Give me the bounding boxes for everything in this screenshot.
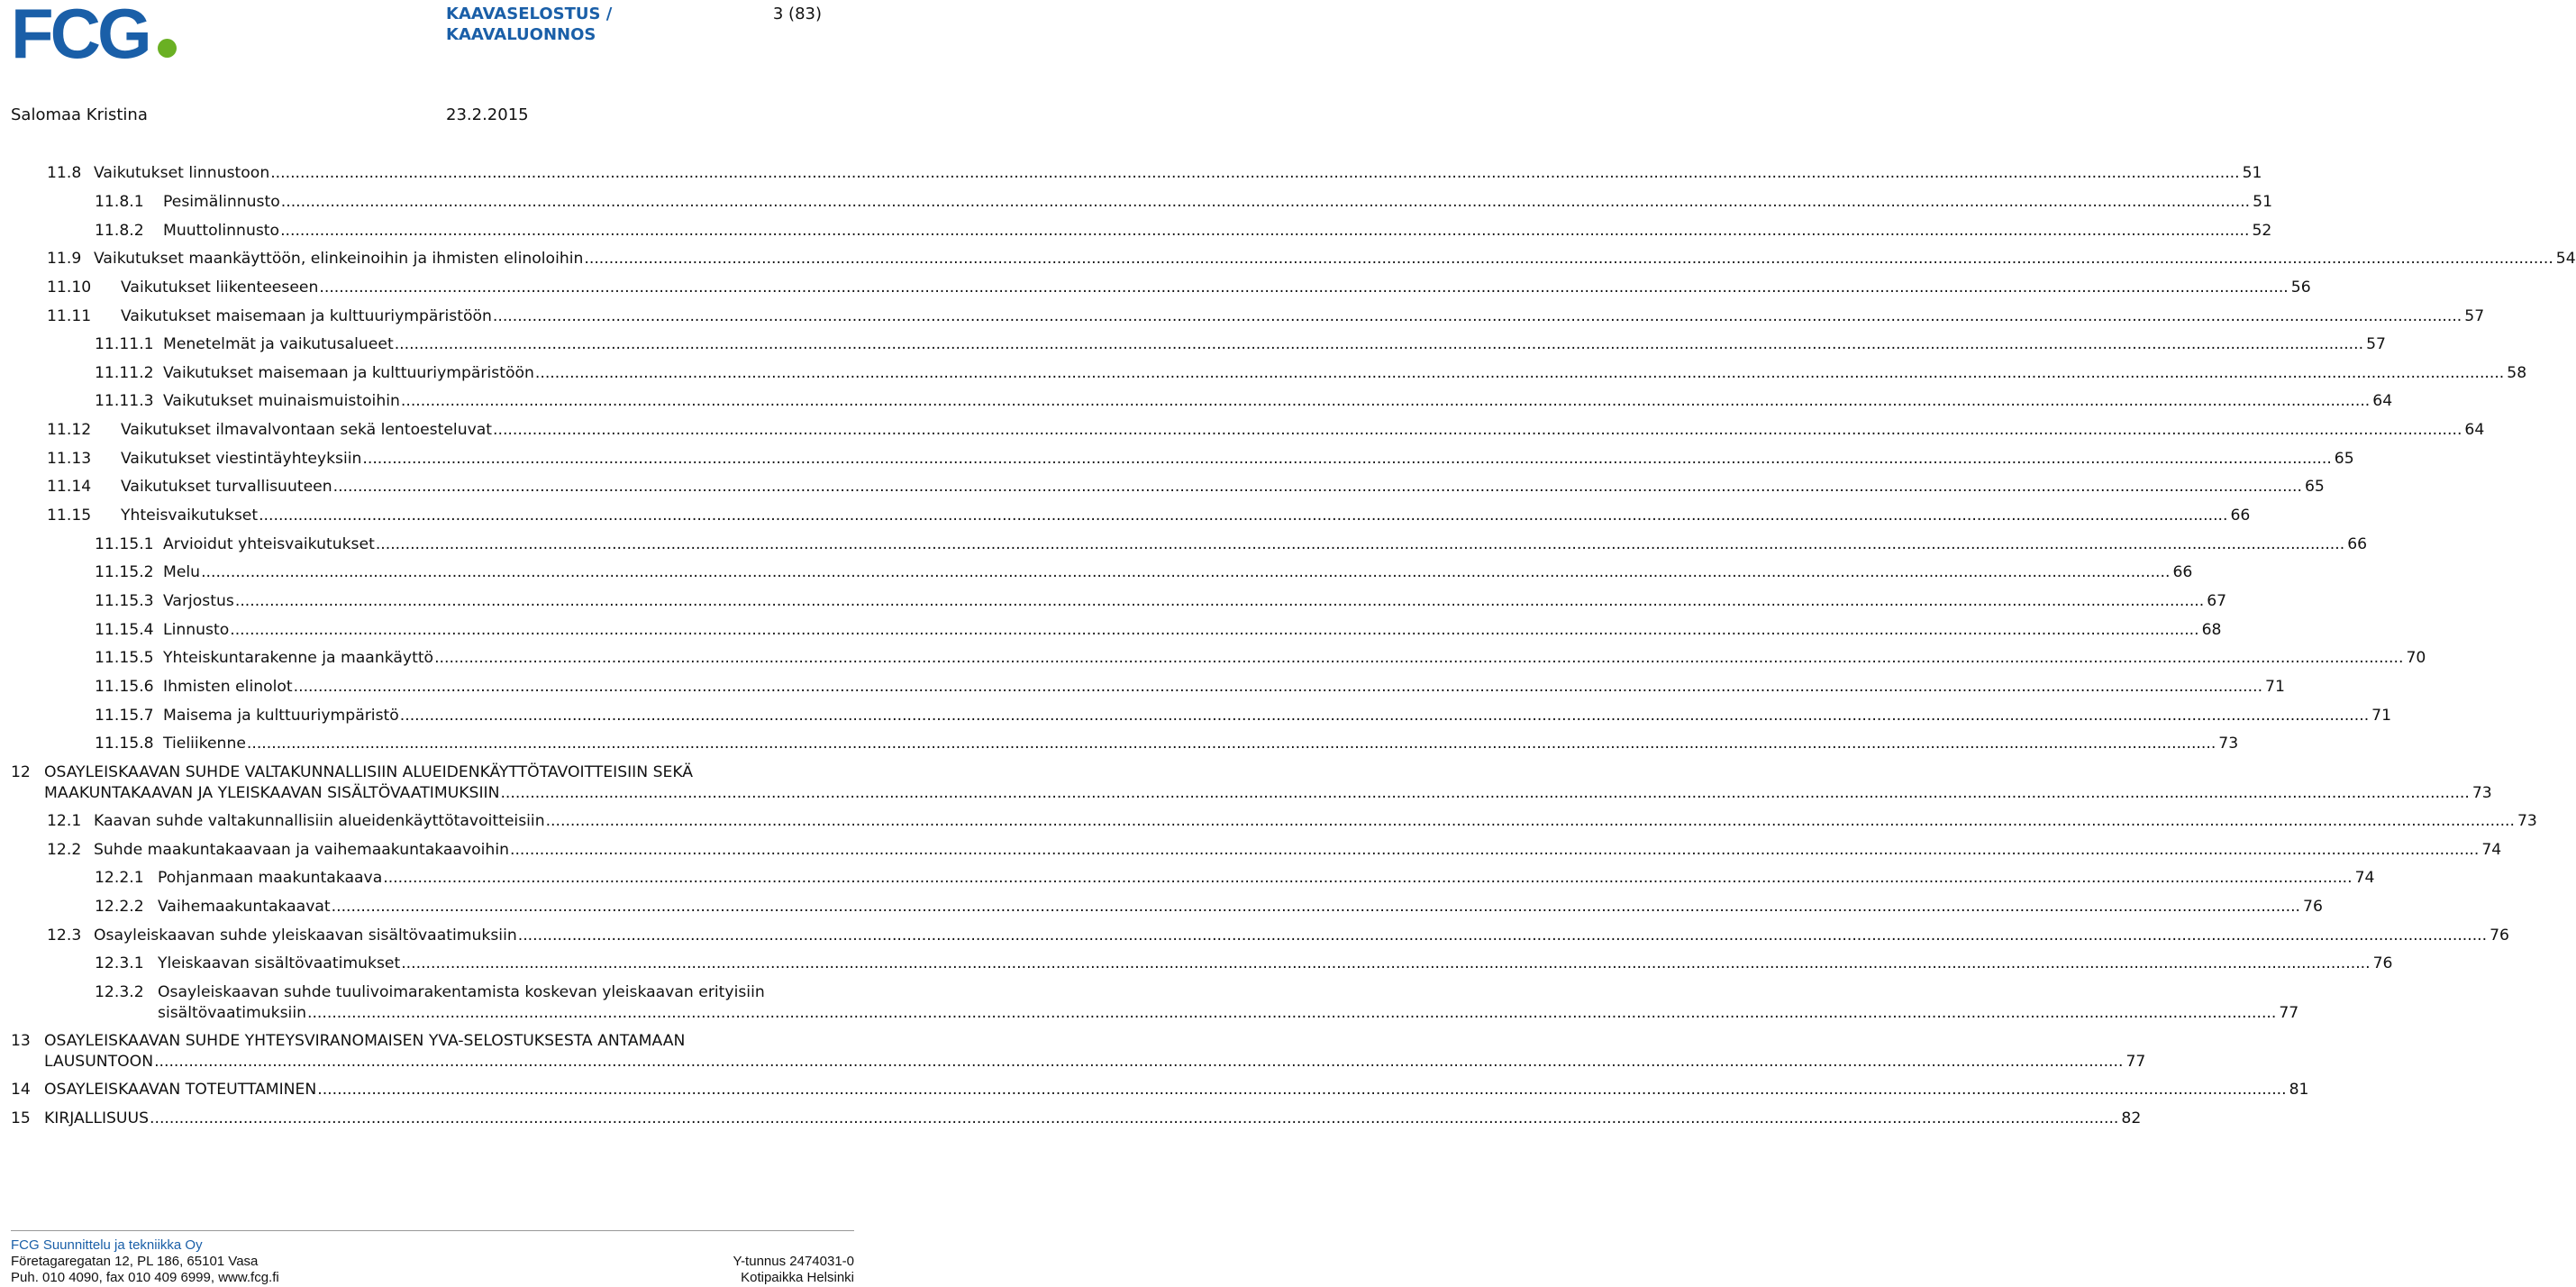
- toc-leader-dots: ................................................................................................................................................................................................................................................................................................................................................................................................................: [400, 392, 2371, 410]
- toc-entry-number: 11.11: [47, 307, 92, 325]
- toc-entry-title: MAAKUNTAKAAVAN JA YLEISKAAVAN SISÄLTÖVAATIMUKSIIN: [44, 784, 500, 802]
- toc-leader-dots: ................................................................................................................................................................................................................................................................................................................................................................................................................: [375, 535, 2345, 553]
- toc-entry-number: 11.11.1: [95, 335, 154, 353]
- toc-entry-title-line1: OSAYLEISKAAVAN SUHDE YHTEYSVIRANOMAISEN YVA-SELOSTUKSESTA ANTAMAAN: [44, 1032, 686, 1050]
- toc-entry-number: 11.15.7: [95, 707, 154, 725]
- toc-leader-dots: ................................................................................................................................................................................................................................................................................................................................................................................................................: [332, 478, 2302, 496]
- toc-entry-number: 11.10: [47, 278, 92, 297]
- toc-entry-number: 12.1: [47, 812, 82, 830]
- toc-entry-title: Vaikutukset linnustoon: [94, 164, 270, 182]
- toc-leader-dots: ................................................................................................................................................................................................................................................................................................................................................................................................................: [394, 335, 2364, 353]
- toc-page-number: 66: [2347, 535, 2368, 553]
- toc-page-number: 51: [2253, 193, 2273, 211]
- toc-page-number: 57: [2366, 335, 2386, 353]
- toc-entry-number: 15: [11, 1109, 31, 1127]
- toc-entry[interactable]: [44, 783, 2492, 804]
- toc-entry-title: Muuttolinnusto: [163, 222, 280, 240]
- toc-leader-dots: ................................................................................................................................................................................................................................................................................................................................................................................................................: [383, 869, 2353, 887]
- toc-entry-title-line1: OSAYLEISKAAVAN SUHDE VALTAKUNNALLISIIN ALUEIDENKÄYTTÖTAVOITTEISIIN SEKÄ: [44, 763, 694, 781]
- toc-entry-title: OSAYLEISKAAVAN TOTEUTTAMINEN: [44, 1081, 317, 1099]
- toc-entry[interactable]: [95, 591, 2227, 612]
- toc-page-number: 66: [2230, 507, 2251, 525]
- toc-entry-number: 11.15.6: [95, 678, 154, 696]
- toc-entry-title: Osayleiskaavan suhde yleiskaavan sisältövaatimuksiin: [94, 926, 517, 945]
- toc-entry[interactable]: [95, 334, 2386, 355]
- toc-entry-title: Tieliikenne: [163, 735, 246, 753]
- toc-entry-number: 12.2.1: [95, 869, 144, 887]
- toc-page-number: 81: [2289, 1081, 2309, 1099]
- fcg-logo: [11, 0, 177, 73]
- toc-entry-title: Pohjanmaan maakuntakaava: [158, 869, 383, 887]
- toc-entry-title: KIRJALLISUUS: [44, 1109, 150, 1127]
- toc-entry-number: 11.15.8: [95, 735, 154, 753]
- toc-leader-dots: ................................................................................................................................................................................................................................................................................................................................................................................................................: [401, 954, 2371, 972]
- toc-entry[interactable]: [95, 620, 2222, 641]
- toc-entry[interactable]: [95, 897, 2323, 917]
- toc-leader-dots: ................................................................................................................................................................................................................................................................................................................................................................................................................: [270, 164, 2240, 182]
- toc-entry-number: 11.15.4: [95, 621, 154, 639]
- toc-page-number: 51: [2242, 164, 2262, 182]
- toc-page-number: 54: [2555, 250, 2576, 268]
- toc-leader-dots: ................................................................................................................................................................................................................................................................................................................................................................................................................: [280, 222, 2250, 240]
- toc-entry-title: Yhteiskuntarakenne ja maankäyttö: [163, 649, 434, 667]
- toc-entry-title: Vaikutukset maisemaan ja kulttuuriympäristöön: [163, 364, 534, 382]
- toc-leader-dots: ................................................................................................................................................................................................................................................................................................................................................................................................................: [150, 1109, 2119, 1127]
- toc-page-number: 57: [2464, 307, 2485, 325]
- toc-entry[interactable]: [47, 840, 2502, 861]
- toc-leader-dots: ................................................................................................................................................................................................................................................................................................................................................................................................................: [293, 678, 2263, 696]
- toc-entry-number: 12.2: [47, 841, 82, 859]
- toc-entry[interactable]: [95, 534, 2368, 555]
- toc-page-number: 56: [2290, 278, 2311, 297]
- toc-entry-number: 12.3.2: [95, 983, 144, 1001]
- toc-entry-number: 11.8: [47, 164, 82, 182]
- toc-leader-dots: ................................................................................................................................................................................................................................................................................................................................................................................................................: [246, 735, 2216, 753]
- document-title-line2: KAAVALUONNOS: [446, 25, 596, 44]
- toc-page-number: 76: [2303, 898, 2323, 916]
- toc-leader-dots: ................................................................................................................................................................................................................................................................................................................................................................................................................: [434, 649, 2404, 667]
- toc-entry-number: 11.15.5: [95, 649, 154, 667]
- document-title-line1: KAAVASELOSTUS /: [446, 5, 613, 23]
- toc-entry[interactable]: [47, 278, 2311, 298]
- toc-page-number: 65: [2305, 478, 2325, 496]
- toc-page-number: 71: [2371, 707, 2392, 725]
- toc-entry-first-line: [11, 762, 693, 783]
- toc-page-number: 65: [2334, 450, 2354, 468]
- toc-entry-number: 11.13: [47, 450, 92, 468]
- toc-entry-title: Ihmisten elinolot: [163, 678, 293, 696]
- toc-page-number: 58: [2507, 364, 2527, 382]
- document-date: 23.2.2015: [446, 105, 529, 124]
- toc-entry[interactable]: [47, 249, 2576, 269]
- toc-entry[interactable]: [95, 706, 2392, 726]
- toc-page-number: 77: [2279, 1004, 2299, 1022]
- toc-entry[interactable]: [95, 954, 2393, 974]
- toc-entry-title-line1: Osayleiskaavan suhde tuulivoimarakentamista koskevan yleiskaavan erityisiin: [158, 983, 765, 1001]
- toc-entry-title: Kaavan suhde valtakunnallisiin alueidenkäyttötavoitteisiin: [94, 812, 545, 830]
- toc-leader-dots: ................................................................................................................................................................................................................................................................................................................................................................................................................: [331, 898, 2301, 916]
- author: Salomaa Kristina: [11, 105, 148, 124]
- toc-page-number: 73: [2471, 784, 2492, 802]
- toc-entry[interactable]: [95, 192, 2273, 213]
- toc-page-number: 66: [2172, 563, 2193, 581]
- toc-entry[interactable]: [11, 1080, 2309, 1100]
- toc-page-number: 64: [2464, 421, 2485, 439]
- toc-leader-dots: ................................................................................................................................................................................................................................................................................................................................................................................................................: [307, 1004, 2277, 1022]
- footer-company: FCG Suunnittelu ja tekniikka Oy: [11, 1237, 203, 1253]
- toc-entry[interactable]: [47, 420, 2485, 441]
- toc-entry[interactable]: [44, 1052, 2146, 1072]
- toc-entry-title: Arvioidut yhteisvaikutukset: [163, 535, 375, 553]
- toc-entry-number: 11.11.3: [95, 392, 154, 410]
- toc-entry-number: 12.3: [47, 926, 82, 945]
- toc-leader-dots: ................................................................................................................................................................................................................................................................................................................................................................................................................: [259, 507, 2228, 525]
- footer-divider: [11, 1230, 854, 1231]
- toc-leader-dots: ................................................................................................................................................................................................................................................................................................................................................................................................................: [492, 307, 2462, 325]
- toc-entry-number: 12.2.2: [95, 898, 144, 916]
- toc-entry[interactable]: [47, 926, 2509, 946]
- toc-leader-dots: ................................................................................................................................................................................................................................................................................................................................................................................................................: [317, 1081, 2287, 1099]
- toc-entry-title: LAUSUNTOON: [44, 1053, 154, 1071]
- toc-leader-dots: ................................................................................................................................................................................................................................................................................................................................................................................................................: [584, 250, 2553, 268]
- toc-leader-dots: ................................................................................................................................................................................................................................................................................................................................................................................................................: [319, 278, 2289, 297]
- toc-entry[interactable]: [95, 221, 2272, 242]
- toc-entry[interactable]: [47, 506, 2251, 526]
- toc-page-number: 67: [2207, 592, 2227, 610]
- toc-page-number: 71: [2265, 678, 2285, 696]
- footer-phone: Puh. 010 4090, fax 010 409 6999, www.fcg.fi: [11, 1270, 279, 1285]
- toc-page-number: 70: [2406, 649, 2426, 667]
- toc-leader-dots: ................................................................................................................................................................................................................................................................................................................................................................................................................: [230, 621, 2199, 639]
- toc-leader-dots: ................................................................................................................................................................................................................................................................................................................................................................................................................: [493, 421, 2462, 439]
- toc-page-number: 77: [2125, 1053, 2146, 1071]
- toc-entry[interactable]: [95, 562, 2193, 583]
- toc-entry-title: sisältövaatimuksiin: [158, 1004, 306, 1022]
- toc-leader-dots: ................................................................................................................................................................................................................................................................................................................................................................................................................: [534, 364, 2505, 382]
- footer-address: Företagaregatan 12, PL 186, 65101 Vasa: [11, 1254, 259, 1269]
- toc-entry-title: Vaikutukset maankäyttöön, elinkeinoihin ja ihmisten elinoloihin: [94, 250, 584, 268]
- toc-page-number: 73: [2218, 735, 2239, 753]
- toc-leader-dots: ................................................................................................................................................................................................................................................................................................................................................................................................................: [234, 592, 2205, 610]
- toc-leader-dots: ................................................................................................................................................................................................................................................................................................................................................................................................................: [500, 784, 2470, 802]
- footer-domicile: Kotipaikka Helsinki: [741, 1270, 854, 1285]
- toc-leader-dots: ................................................................................................................................................................................................................................................................................................................................................................................................................: [399, 707, 2370, 725]
- toc-entry[interactable]: [95, 868, 2375, 889]
- toc-entry[interactable]: [47, 811, 2537, 832]
- toc-entry[interactable]: [95, 363, 2527, 384]
- toc-entry-number: 11.14: [47, 478, 92, 496]
- footer-business-id: Y-tunnus 2474031-0: [733, 1254, 854, 1269]
- toc-entry[interactable]: [95, 734, 2239, 754]
- footer-right: [733, 1254, 854, 1286]
- toc-entry-title: Linnusto: [163, 621, 230, 639]
- toc-entry-title: Vaikutukset ilmavalvontaan sekä lentoesteluvat: [121, 421, 493, 439]
- toc-leader-dots: ................................................................................................................................................................................................................................................................................................................................................................................................................: [362, 450, 2332, 468]
- toc-entry-number: 11.8.2: [95, 222, 144, 240]
- toc-page-number: 68: [2201, 621, 2222, 639]
- page-number: 3 (83): [772, 5, 822, 23]
- toc-entry[interactable]: [95, 677, 2285, 698]
- toc-entry-title: Menetelmät ja vaikutusalueet: [163, 335, 394, 353]
- toc-page-number: 82: [2121, 1109, 2142, 1127]
- toc-page-number: 52: [2252, 222, 2272, 240]
- toc-entry-number: 11.15.1: [95, 535, 154, 553]
- toc-leader-dots: ................................................................................................................................................................................................................................................................................................................................................................................................................: [545, 812, 2515, 830]
- toc-entry[interactable]: [47, 306, 2485, 327]
- toc-entry-title: Yleiskaavan sisältövaatimukset: [158, 954, 401, 972]
- toc-entry-number: 11.12: [47, 421, 92, 439]
- toc-entry-title: Maisema ja kulttuuriympäristö: [163, 707, 399, 725]
- toc-entry-number: 11.9: [47, 250, 82, 268]
- toc-page-number: 64: [2372, 392, 2393, 410]
- toc-entry-number: 14: [11, 1081, 31, 1099]
- toc-entry-title: Vaikutukset turvallisuuteen: [121, 478, 332, 496]
- toc-entry-title: Suhde maakuntakaavaan ja vaihemaakuntakaavoihin: [94, 841, 509, 859]
- toc-entry[interactable]: [47, 163, 2262, 184]
- footer: [11, 1237, 279, 1286]
- toc-entry-title: Pesimälinnusto: [163, 193, 280, 211]
- toc-entry-number: 12.3.1: [95, 954, 144, 972]
- toc-entry[interactable]: [95, 648, 2426, 669]
- toc-entry-number: 11.15: [47, 507, 92, 525]
- toc-entry[interactable]: [47, 477, 2325, 497]
- logo-text: FCG: [11, 0, 149, 73]
- toc-leader-dots: ................................................................................................................................................................................................................................................................................................................................................................................................................: [280, 193, 2251, 211]
- toc-entry-first-line: [95, 982, 765, 1003]
- toc-entry[interactable]: [95, 391, 2393, 412]
- toc-entry-title: Varjostus: [163, 592, 234, 610]
- toc-leader-dots: ................................................................................................................................................................................................................................................................................................................................................................................................................: [154, 1053, 2124, 1071]
- toc-page-number: 74: [2481, 841, 2502, 859]
- toc-entry-title: Yhteisvaikutukset: [121, 507, 259, 525]
- toc-entry-title: Vaihemaakuntakaavat: [158, 898, 331, 916]
- toc-entry-number: 11.15.2: [95, 563, 154, 581]
- toc-entry-title: Vaikutukset muinaismuistoihin: [163, 392, 400, 410]
- toc-entry-number: 12: [11, 763, 31, 781]
- toc-entry-title: Vaikutukset maisemaan ja kulttuuriympäristöön: [121, 307, 492, 325]
- toc-entry[interactable]: [11, 1109, 2142, 1129]
- toc-page-number: 74: [2354, 869, 2375, 887]
- toc-page-number: 76: [2372, 954, 2393, 972]
- toc-entry-title: Melu: [163, 563, 201, 581]
- toc-page-number: 73: [2517, 812, 2537, 830]
- toc-entry-number: 11.11.2: [95, 364, 154, 382]
- toc-entry-number: 11.8.1: [95, 193, 144, 211]
- toc-entry[interactable]: [158, 1003, 2299, 1024]
- toc-entry-title: Vaikutukset viestintäyhteyksiin: [121, 450, 362, 468]
- toc-entry-number: 11.15.3: [95, 592, 154, 610]
- toc-entry[interactable]: [47, 449, 2354, 470]
- document-title: [446, 4, 612, 45]
- toc-page-number: 76: [2490, 926, 2509, 945]
- toc-entry-number: 13: [11, 1032, 31, 1050]
- toc-leader-dots: ................................................................................................................................................................................................................................................................................................................................................................................................................: [517, 926, 2488, 945]
- toc-entry-title: Vaikutukset liikenteeseen: [121, 278, 319, 297]
- toc-entry-first-line: [11, 1031, 685, 1052]
- toc-leader-dots: ................................................................................................................................................................................................................................................................................................................................................................................................................: [510, 841, 2480, 859]
- toc-leader-dots: ................................................................................................................................................................................................................................................................................................................................................................................................................: [201, 563, 2171, 581]
- logo-dot-icon: [158, 39, 177, 58]
